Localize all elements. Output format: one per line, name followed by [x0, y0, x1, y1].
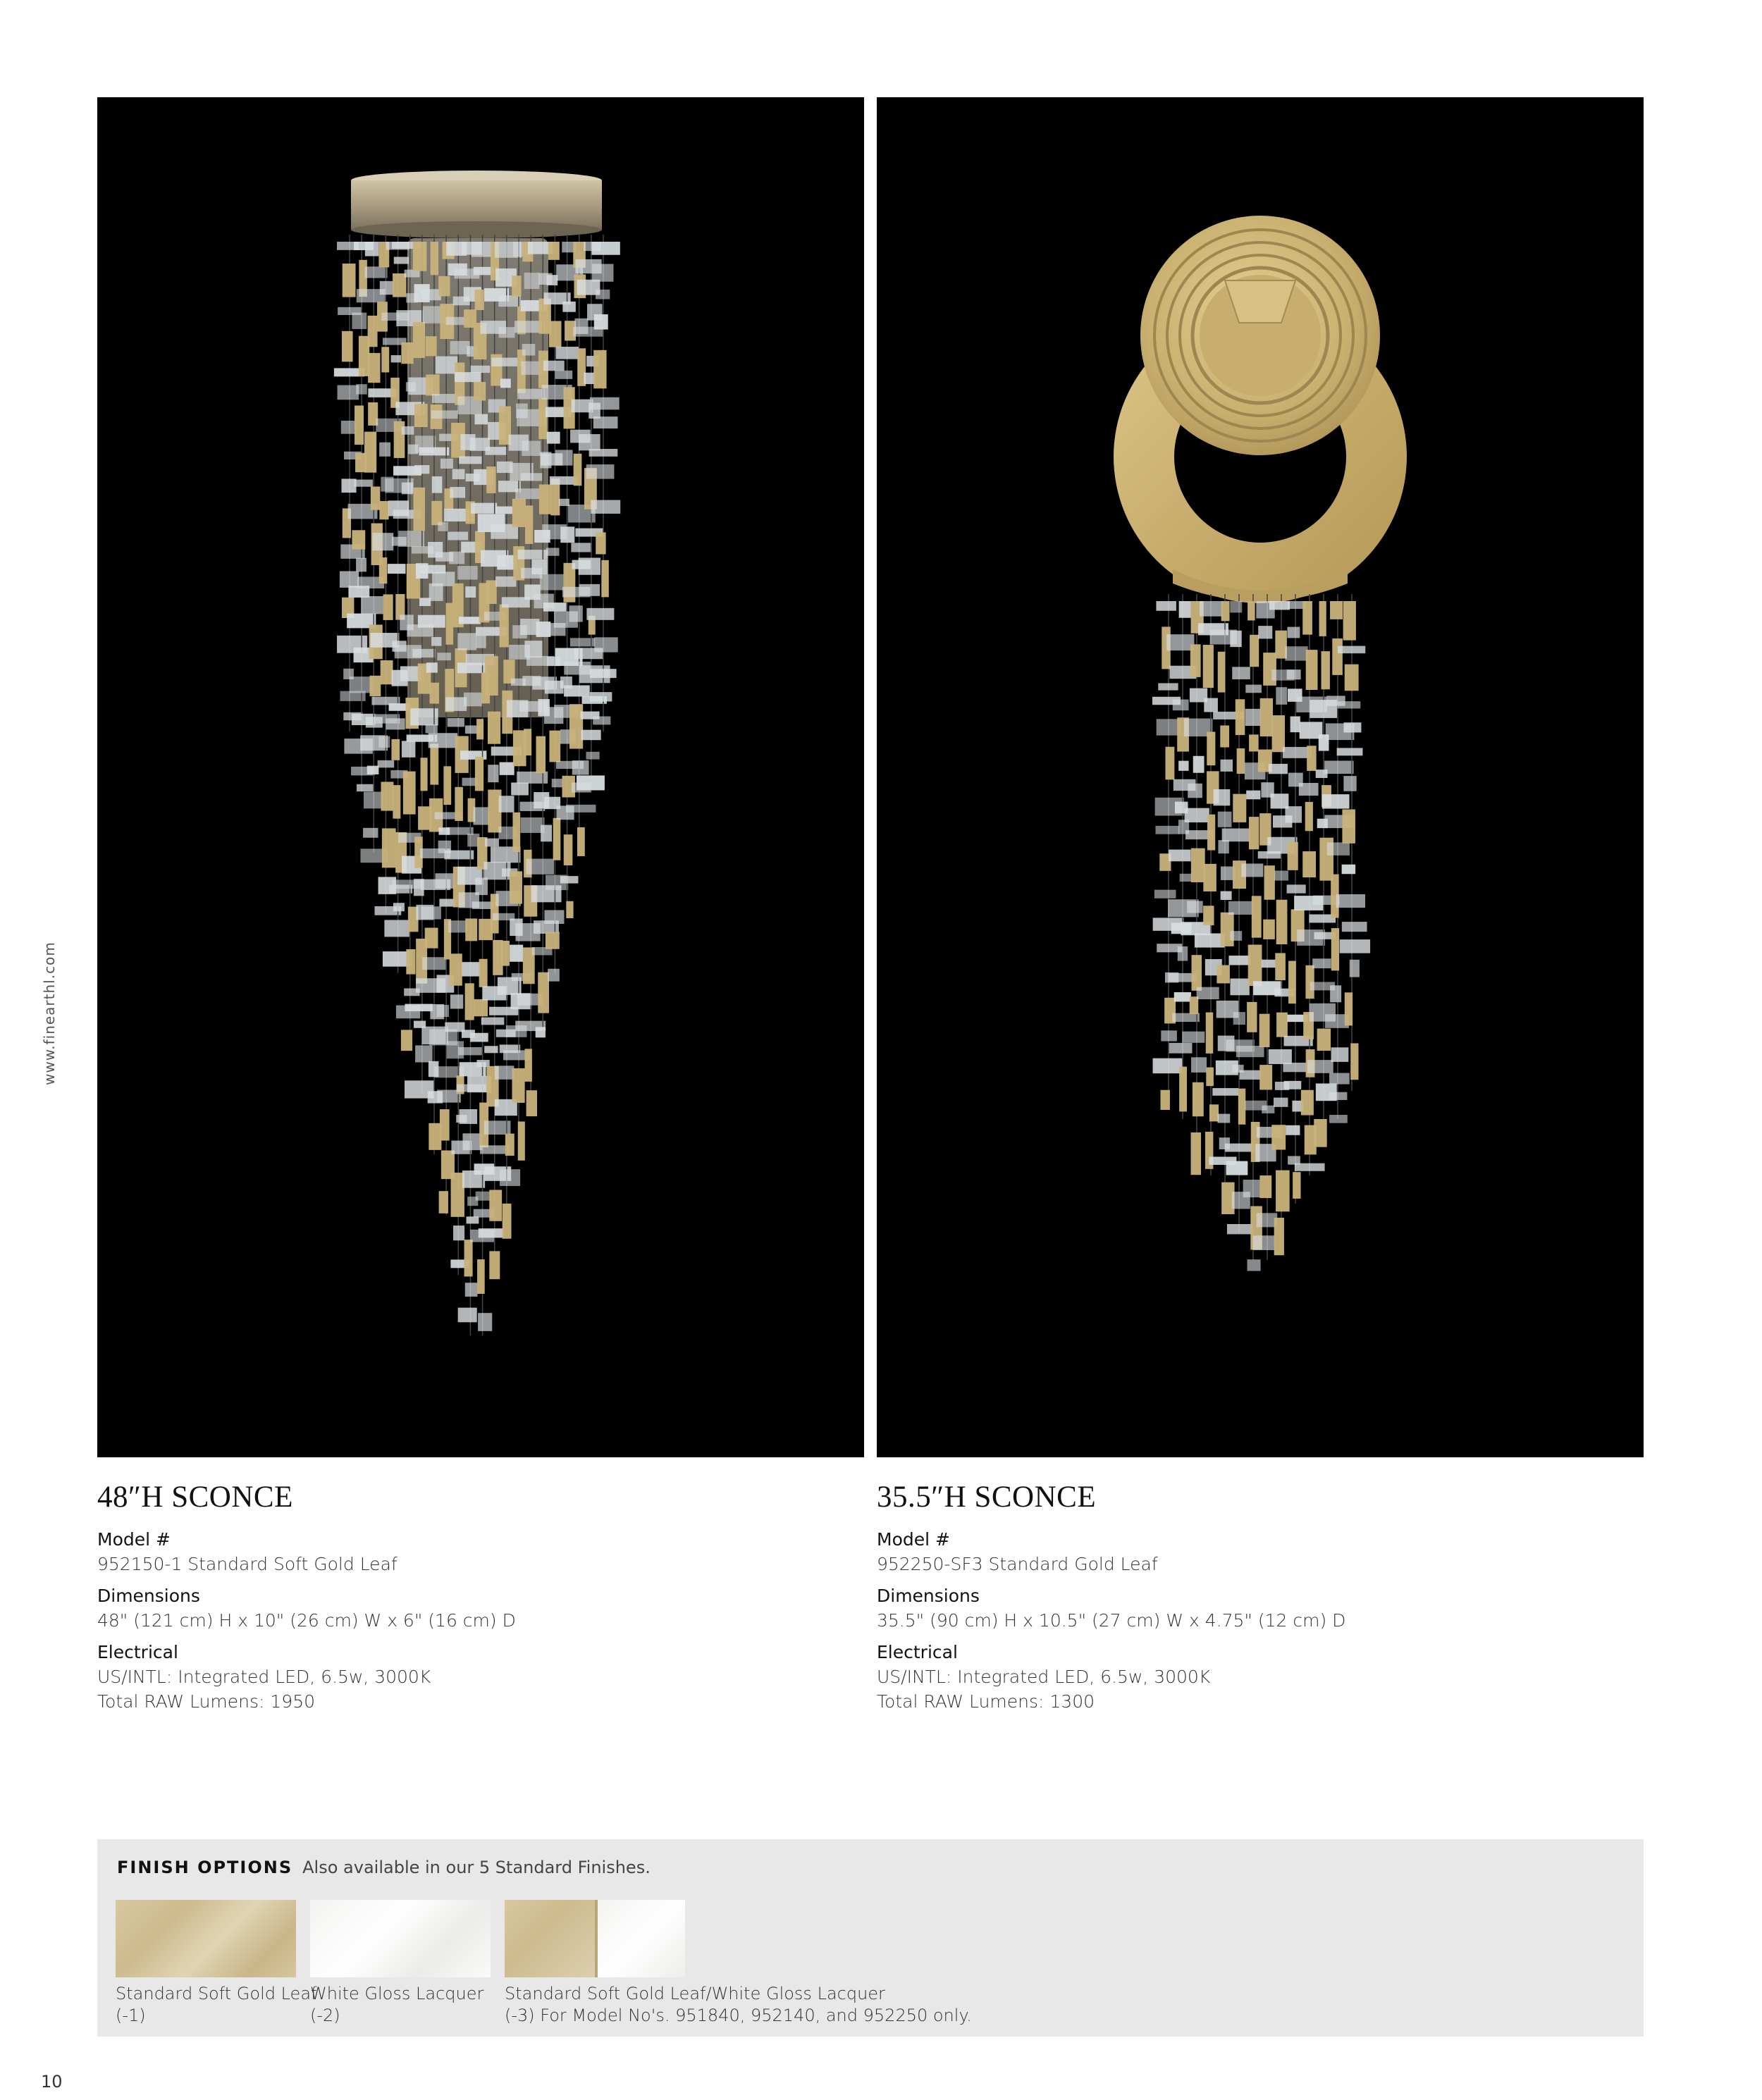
swatch-name: White Gloss Lacquer — [310, 1984, 484, 2003]
swatch-code: (-2) — [310, 2006, 340, 2025]
swatch-name: Standard Soft Gold Leaf/White Gloss Lacquer — [505, 1984, 885, 2003]
swatch-code: (-1) — [116, 2006, 146, 2025]
swatch-code: (-3) For Model No's. 951840, 952140, and 952250 only. — [505, 2006, 972, 2025]
product-specs-35h — [877, 1480, 1638, 1721]
finish-options-header — [117, 1858, 651, 1877]
swatch-white-gloss-lacquer — [310, 1900, 491, 1977]
electrical-label: Electrical — [97, 1642, 178, 1662]
swatch-soft-gold-leaf — [116, 1900, 296, 1977]
dimensions-value: 35.5" (90 cm) H x 10.5" (27 cm) W x 4.75" (12 cm) D — [877, 1610, 1346, 1631]
dimensions-label: Dimensions — [877, 1586, 980, 1606]
electrical-line-1: US/INTL: Integrated LED, 6.5w, 3000K — [877, 1667, 1211, 1687]
product-photo-35h-sconce — [877, 97, 1644, 1457]
finish-options-panel — [97, 1839, 1644, 2037]
dimensions-value: 48" (121 cm) H x 10" (26 cm) W x 6" (16 cm) D — [97, 1610, 516, 1631]
page-number: 10 — [41, 2072, 63, 2092]
dimensions-label: Dimensions — [97, 1586, 200, 1606]
swatch-gold-white-combo — [505, 1900, 685, 1977]
swatch-label-1 — [116, 1983, 316, 2027]
sconce-35h-illustration — [877, 97, 1644, 1457]
model-value: 952150-1 Standard Soft Gold Leaf — [97, 1554, 398, 1574]
model-label: Model # — [877, 1529, 950, 1550]
finish-options-subtext: Also available in our 5 Standard Finishes. — [302, 1858, 651, 1877]
model-label: Model # — [97, 1529, 171, 1550]
swatch-label-2 — [310, 1983, 483, 2027]
product-title: 48″H SCONCE — [97, 1481, 293, 1514]
electrical-line-2: Total RAW Lumens: 1950 — [97, 1691, 316, 1712]
swatch-label-3 — [505, 1983, 972, 2027]
product-title: 35.5″H SCONCE — [877, 1481, 1097, 1514]
website-url: www.finearthl.com — [41, 941, 58, 1085]
electrical-label: Electrical — [877, 1642, 958, 1662]
swatch-name: Standard Soft Gold Leaf — [116, 1984, 317, 2003]
sconce-48h-illustration — [97, 97, 864, 1457]
product-photo-48h-sconce — [97, 97, 864, 1457]
electrical-line-2: Total RAW Lumens: 1300 — [877, 1691, 1095, 1712]
product-specs-48h — [97, 1480, 858, 1721]
finish-options-heading: FINISH OPTIONS — [117, 1858, 293, 1877]
model-value: 952250-SF3 Standard Gold Leaf — [877, 1554, 1158, 1574]
electrical-line-1: US/INTL: Integrated LED, 6.5w, 3000K — [97, 1667, 431, 1687]
